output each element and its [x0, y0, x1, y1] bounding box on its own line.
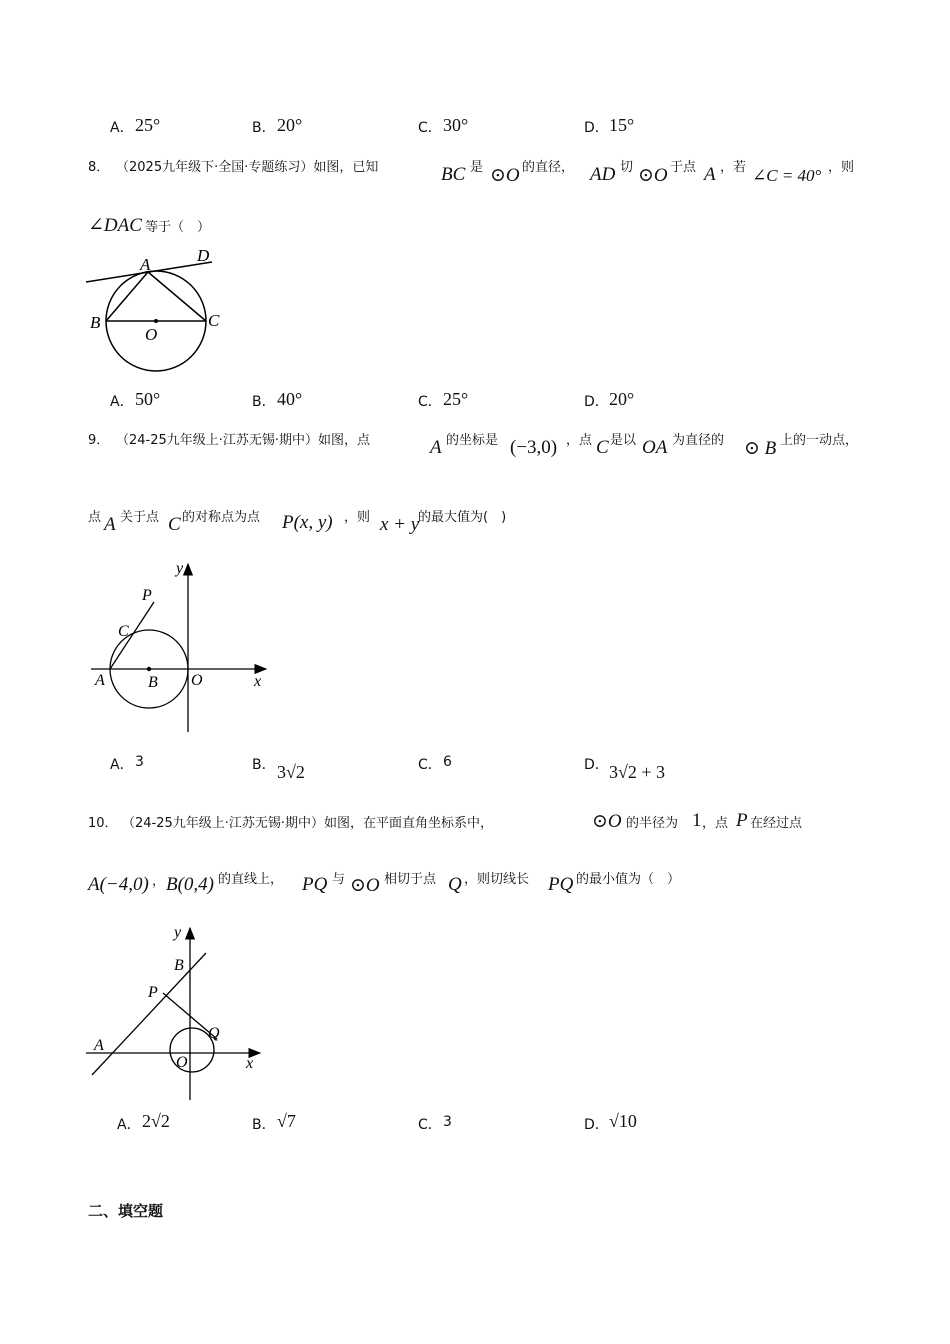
q8-label-o: O [145, 325, 158, 344]
q9-oa: OA [642, 437, 668, 458]
q10-label-x: x [246, 1055, 254, 1072]
q7-option-d-value: 15° [609, 115, 635, 135]
q10-option-c-value: 3 [443, 1114, 452, 1130]
q8-equals: 等于（ ） [145, 220, 211, 235]
q9-point-a2: A [104, 514, 116, 535]
q9-symmetric: 的对称点为点 [182, 510, 261, 525]
q9-center-dot [147, 667, 151, 671]
q8-if: ，若 [720, 160, 747, 175]
q9-circle-b: ⊙ B [744, 438, 777, 459]
q7-option-c-value: 30° [443, 115, 469, 135]
q10-circle-o2: ⊙O [350, 875, 380, 896]
q10-option-c-letter: C． [418, 1117, 442, 1133]
q7-option-b-value: 20° [277, 115, 303, 135]
q9-x-plus-y: x + y [380, 514, 420, 535]
q8-option-b-letter: B． [252, 394, 276, 410]
q9-stem-source: （24-25九年级上·江苏无锡·期中）如图，点 [116, 433, 371, 448]
q10-circle-o: ⊙O [592, 811, 622, 832]
q8-is: 是 [470, 160, 484, 175]
q10-radius-is: 的半径为 [626, 816, 679, 831]
q7-option-c-letter: C． [418, 120, 442, 136]
q9-p-xy: P(x, y) [282, 512, 333, 533]
q10-option-b-value: √7 [277, 1111, 296, 1131]
q10-pq2: PQ [548, 874, 574, 895]
q10-point: ，点 [702, 816, 729, 831]
q10-b-coord: B(0,4) [166, 874, 215, 895]
q8-center-dot [154, 319, 158, 323]
q8-bc: BC [441, 164, 466, 185]
q9-label-a: A [95, 672, 105, 689]
q10-radius-value: 1 [692, 810, 702, 831]
q9-coord-is: 的坐标是 [446, 433, 499, 448]
q9-moving-point: 上的一动点， [780, 433, 859, 448]
q9-as-diameter: 为直径的 [672, 433, 725, 448]
q8-option-a-value: 50° [135, 389, 161, 409]
q10-on-line: 在经过点 [750, 816, 803, 831]
q7-option-a-value: 25° [135, 115, 161, 135]
q8-option-c-value: 25° [443, 389, 469, 409]
q10-stem-source: （24-25九年级上·江苏无锡·期中）如图，在平面直角坐标系中， [122, 816, 494, 831]
q10-number: 10． [88, 816, 118, 831]
q8-option-b-value: 40° [277, 389, 303, 409]
q9-point: ，点 [566, 433, 593, 448]
q9-option-d-value: 3√2 + 3 [609, 762, 666, 782]
q8-ad: AD [590, 164, 616, 185]
q9-line-ap [110, 602, 154, 669]
q8-number: 8． [88, 160, 110, 175]
q9-label-y: y [176, 560, 184, 577]
q7-option-d-letter: D． [584, 120, 609, 136]
q10-option-d-letter: D． [584, 1117, 609, 1133]
q9-option-b-letter: B． [252, 757, 276, 773]
q9-option-a-value: 3 [135, 754, 144, 770]
q9-is-on: 是以 [610, 433, 637, 448]
q9-line2-point: 点 [88, 510, 102, 525]
q8-then: ，则 [828, 160, 855, 175]
q9-then: ，则 [344, 510, 371, 525]
q9-label-c: C [118, 623, 129, 640]
q10-line-upper: 的直线上， [218, 872, 284, 887]
q8-at-point: 于点 [670, 160, 697, 175]
q9-label-o: O [191, 672, 203, 689]
q9-point-c2: C [168, 514, 181, 535]
q9-coord: (−3,0) [510, 437, 558, 458]
q9-option-a-letter: A． [110, 757, 134, 773]
q10-label-y: y [174, 924, 182, 941]
q8-option-d-letter: D． [584, 394, 609, 410]
q10-line-ab [92, 953, 206, 1075]
q10-pq: PQ [302, 874, 328, 895]
q9-number: 9． [88, 433, 110, 448]
q8-angle-dac: ∠DAC [88, 215, 142, 236]
q8-option-c-letter: C． [418, 394, 442, 410]
q10-figure [84, 920, 274, 1105]
q8-circle-o: ⊙O [490, 165, 520, 186]
q8-option-a-letter: A． [110, 394, 134, 410]
q10-with: 与 [332, 872, 346, 887]
q9-label-b: B [148, 674, 158, 691]
q10-label-b: B [174, 957, 184, 974]
q9-label-x: x [254, 673, 262, 690]
section-2-title: 二、填空题 [88, 1202, 164, 1220]
q9-option-c-value: 6 [443, 754, 452, 770]
q10-point-q: Q [448, 874, 462, 895]
q8-label-c: C [208, 311, 220, 330]
q10-option-d-value: √10 [609, 1111, 637, 1131]
q8-tangent: 切 [620, 160, 634, 175]
q10-point-p: P [736, 810, 748, 831]
q9-option-b-value: 3√2 [277, 762, 305, 782]
q8-label-b: B [90, 313, 101, 332]
q8-chord-ac [148, 272, 206, 321]
q10-label-p: P [148, 984, 158, 1001]
q8-angle-c: ∠C = 40° [752, 166, 822, 185]
q10-label-a: A [94, 1037, 104, 1054]
q10-label-q: Q [208, 1025, 220, 1042]
q9-label-p: P [142, 587, 152, 604]
q10-a-coord: A(−4,0) [88, 874, 149, 895]
q8-stem-source: （2025九年级下·全国·专题练习）如图，已知 [116, 160, 379, 175]
q9-max-value: 的最大值为( ) [418, 510, 507, 525]
q8-diameter: 的直径， [522, 160, 575, 175]
q8-point-a: A [704, 164, 716, 185]
q7-option-b-letter: B． [252, 120, 276, 136]
q10-tangent-at: 相切于点 [384, 872, 437, 887]
q8-circle-o2: ⊙O [638, 165, 668, 186]
q9-about-point: 关于点 [120, 510, 160, 525]
q10-min-value: 的最小值为（ ） [576, 872, 681, 887]
q9-option-c-letter: C． [418, 757, 442, 773]
q10-option-b-letter: B． [252, 1117, 276, 1133]
q10-option-a-letter: A． [117, 1117, 141, 1133]
q8-figure [84, 244, 234, 374]
q7-option-a-letter: A． [110, 120, 134, 136]
q10-option-a-value: 2√2 [142, 1111, 170, 1131]
q8-label-a: A [140, 255, 151, 274]
q10-tangent-len: ，则切线长 [464, 872, 530, 887]
q10-comma: ， [152, 874, 166, 889]
q9-point-a: A [430, 437, 442, 458]
q8-option-d-value: 20° [609, 389, 635, 409]
q9-point-c: C [596, 437, 609, 458]
q9-figure [86, 556, 276, 736]
q9-option-d-letter: D． [584, 757, 609, 773]
q8-label-d: D [197, 246, 210, 265]
q10-label-o: O [176, 1054, 188, 1071]
